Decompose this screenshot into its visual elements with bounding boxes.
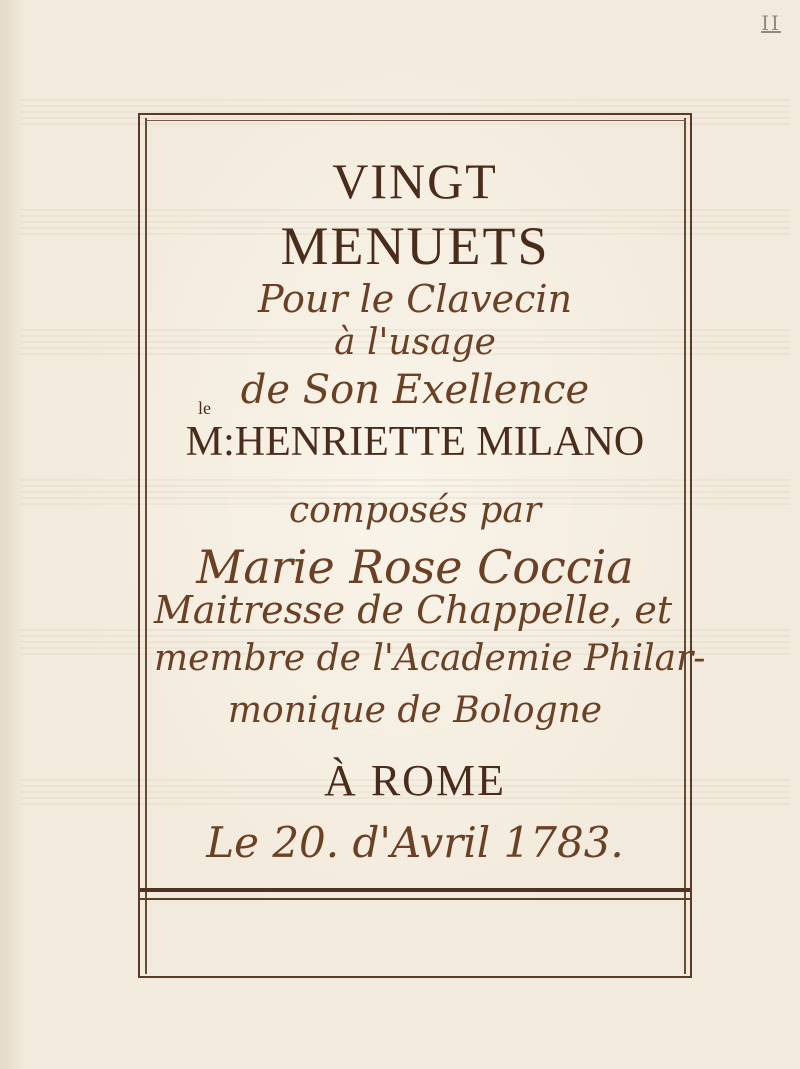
honorific-le: le	[198, 398, 211, 418]
place: À ROME	[324, 756, 506, 805]
subtitle-instrument: Pour le Clavecin	[257, 277, 573, 321]
bottom-thin-rule	[140, 898, 690, 900]
composer-title: Maitresse de Chappelle, et	[154, 588, 673, 632]
composer-academy: monique de Bologne	[227, 690, 603, 731]
composed-by: composés par	[288, 490, 542, 531]
title-menuets: MENUETS	[280, 216, 550, 276]
subtitle-excellence: de Son Exellence	[240, 367, 590, 413]
bottom-thick-rule	[140, 888, 690, 892]
dedicatee-name: M:HENRIETTE MILANO	[185, 419, 645, 465]
date: Le 20. d'Avril 1783.	[206, 818, 624, 867]
composer-membership: membre de l'Academie Philar-	[154, 638, 706, 679]
catalog-mark: II	[761, 11, 781, 35]
frame-inner-top-rule	[145, 120, 686, 121]
subtitle-usage: à l'usage	[334, 322, 496, 363]
title-vingt: VINGT	[332, 153, 498, 209]
composer-name: Marie Rose Coccia	[196, 540, 634, 594]
